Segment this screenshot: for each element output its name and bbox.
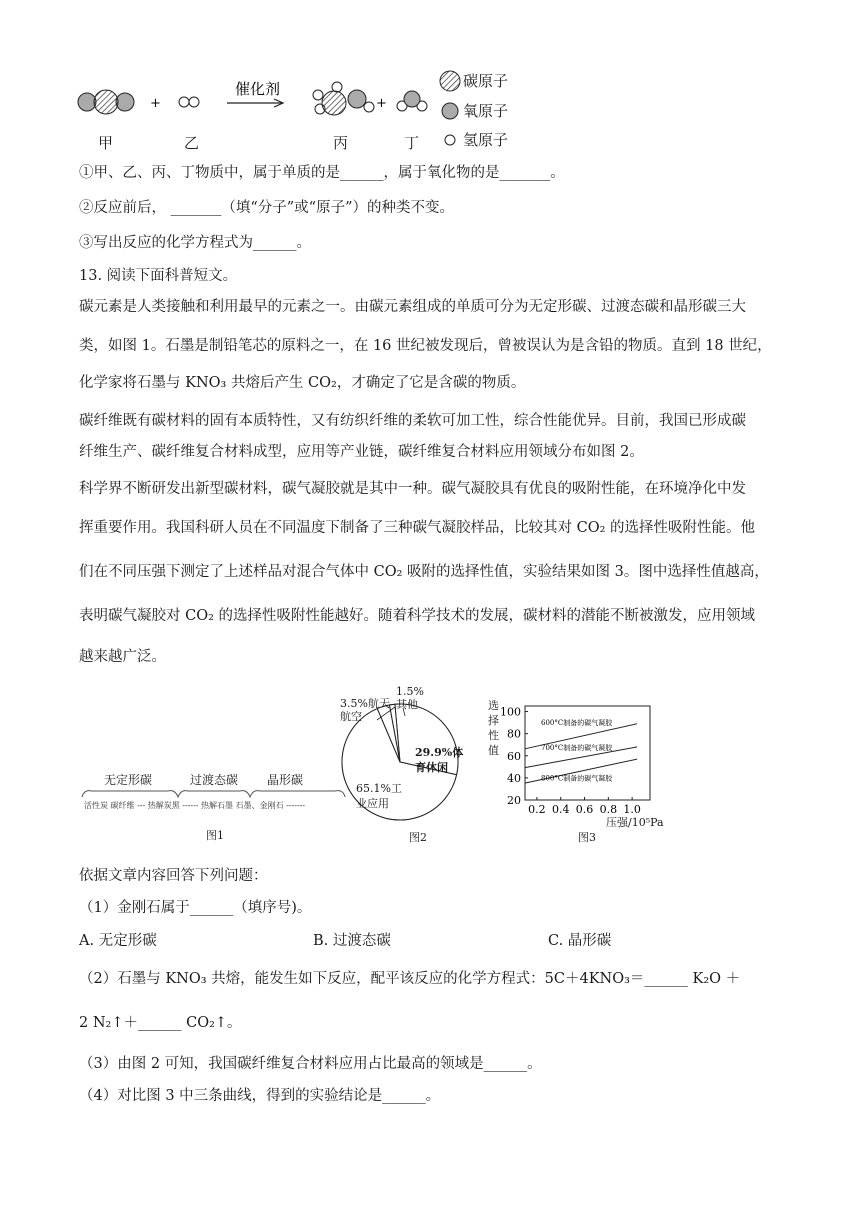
label-yi: 乙 — [184, 134, 200, 152]
question-3: （3）由图 2 可知，我国碳纤维复合材料应用占比最高的领域是______。 — [79, 1056, 542, 1072]
x-tick-label: 0.4 — [551, 803, 570, 816]
q12-line-3: ③写出反应的化学方程式为______。 — [79, 235, 311, 251]
figure-3-chart — [485, 690, 665, 830]
fig3-caption: 图3 — [578, 831, 596, 844]
q13-p3-line-5: 越来越广泛。 — [79, 649, 166, 665]
legend-oxygen-label: 氧原子 — [463, 102, 509, 120]
q13-p3-line-1: 科学界不断研发出新型碳材料，碳气凝胶就是其中一种。碳气凝胶具有优良的吸附性能，在环境净化中发 — [79, 481, 746, 497]
q13-p1-line-2: 类，如图 1。石墨是制铅笔芯的原料之一，在 16 世纪被发现后，曾被误认为是含铅的物质。直到 18 世纪， — [79, 338, 772, 354]
figure-1 — [80, 765, 350, 845]
q13-p2-line-1: 碳纤维既有碳材料的固有本质特性，又有纺织纤维的柔软可加工性，综合性能优异。目前，我国已形成碳 — [79, 413, 746, 429]
legend — [440, 71, 460, 145]
fig2-caption: 图2 — [409, 831, 427, 844]
molecule-yi — [179, 97, 199, 107]
pie-label-industry: 65.1%工业应用 — [356, 782, 402, 810]
label-ding: 丁 — [404, 134, 420, 152]
fig3-xlabel: 压强/10⁵Pa — [606, 816, 664, 829]
questions-intro: 依据文章内容回答下列问题： — [79, 868, 268, 884]
q13-p1-line-1: 碳元素是人类接触和利用最早的元素之一。由碳元素组成的单质可分为无定形碳、过渡态碳和晶形碳三大 — [79, 299, 746, 315]
x-tick-label: 0.6 — [575, 803, 594, 816]
q1-option-b: B. 过渡态碳 — [313, 933, 391, 949]
q13-p2-line-2: 纤维生产、碳纤维复合材料成型，应用等产业链，碳纤维复合材料应用领域分布如图 2。 — [79, 444, 644, 460]
q1-option-a: A. 无定形碳 — [79, 933, 157, 949]
x-tick-label: 0.2 — [528, 803, 546, 816]
y-tick-label: 40 — [507, 771, 521, 785]
y-tick-label: 60 — [507, 749, 521, 763]
svg-text:+: + — [150, 96, 161, 111]
molecule-ding — [397, 91, 427, 111]
fig1-caption: 图1 — [206, 829, 224, 842]
question-4: （4）对比图 3 中三条曲线，得到的实验结论是______。 — [79, 1088, 441, 1104]
molecule-bing — [313, 82, 374, 115]
molecule-jia — [78, 90, 134, 114]
y-tick-label: 100 — [500, 705, 521, 719]
fig1-category-amorphous: 无定形碳 — [104, 773, 153, 787]
x-tick-label: 0.8 — [599, 803, 618, 816]
legend-hydrogen-label: 氢原子 — [463, 131, 509, 149]
q13-p3-line-2: 挥重要作用。我国科研人员在不同温度下制备了三种碳气凝胶样品，比较其对 CO₂ 的选择性吸附性能。他 — [79, 520, 756, 536]
question-2-line-2: 2 N₂↑＋______ CO₂↑。 — [79, 1015, 242, 1031]
fig1-brackets — [80, 787, 350, 801]
q12-line-2: ②反应前后， _______（填“分子”或“原子”）的种类不变。 — [79, 200, 455, 216]
pie-label-other: 1.5%其他 — [396, 685, 424, 711]
fig1-category-transition: 过渡态碳 — [190, 773, 239, 787]
fig3-ylabel: 选择性值 — [488, 699, 499, 757]
fig1-category-crystal: 晶形碳 — [267, 773, 304, 787]
legend-carbon-label: 碳原子 — [463, 72, 509, 90]
q13-title: 13. 阅读下面科普短文。 — [79, 268, 238, 284]
pie-label-sports: 29.9%体育休闲 — [415, 746, 464, 774]
series-label-0: 600°C制备的碳气凝胶 — [541, 718, 613, 727]
svg-text:+: + — [376, 96, 387, 111]
q12-line-1: ①甲、乙、丙、丁物质中，属于单质的是______，属于氧化物的是_______。 — [79, 165, 565, 181]
catalyst-label: 催化剂 — [235, 80, 281, 98]
label-bing: 丙 — [333, 134, 349, 152]
pie-label-aerospace: 3.5%航天航空 — [340, 697, 390, 723]
fig1-items: 活性炭 碳纤维 --- 热解炭黑 ------ 热解石墨 石墨、金刚石 ------- — [84, 801, 306, 810]
series-label-1: 700°C制备的碳气凝胶 — [541, 743, 613, 752]
q13-p3-line-4: 表明碳气凝胶对 CO₂ 的选择性吸附性能越好。随着科学技术的发展，碳材料的潜能不断被激发，应用领域 — [79, 608, 756, 624]
q1-option-c: C. 晶形碳 — [548, 933, 612, 949]
x-tick-label: 1.0 — [623, 803, 641, 816]
catalyst-arrow — [227, 99, 283, 107]
label-jia: 甲 — [98, 134, 114, 152]
question-2-line-1: （2）石墨与 KNO₃ 共熔，能发生如下反应，配平该反应的化学方程式：5C＋4KNO₃＝______ K₂O ＋ — [79, 971, 741, 987]
y-tick-label: 80 — [507, 727, 521, 741]
series-label-2: 800°C制备的碳气凝胶 — [541, 774, 613, 783]
y-tick-label: 20 — [507, 794, 521, 807]
q13-p3-line-3: 们在不同压强下测定了上述样品对混合气体中 CO₂ 吸附的选择性值，实验结果如图 3。图中选择性值越高， — [79, 564, 769, 580]
question-1: （1）金刚石属于______（填序号)。 — [79, 900, 312, 916]
q13-p1-line-3: 化学家将石墨与 KNO₃ 共熔后产生 CO₂，才确定了它是含碳的物质。 — [79, 375, 526, 391]
